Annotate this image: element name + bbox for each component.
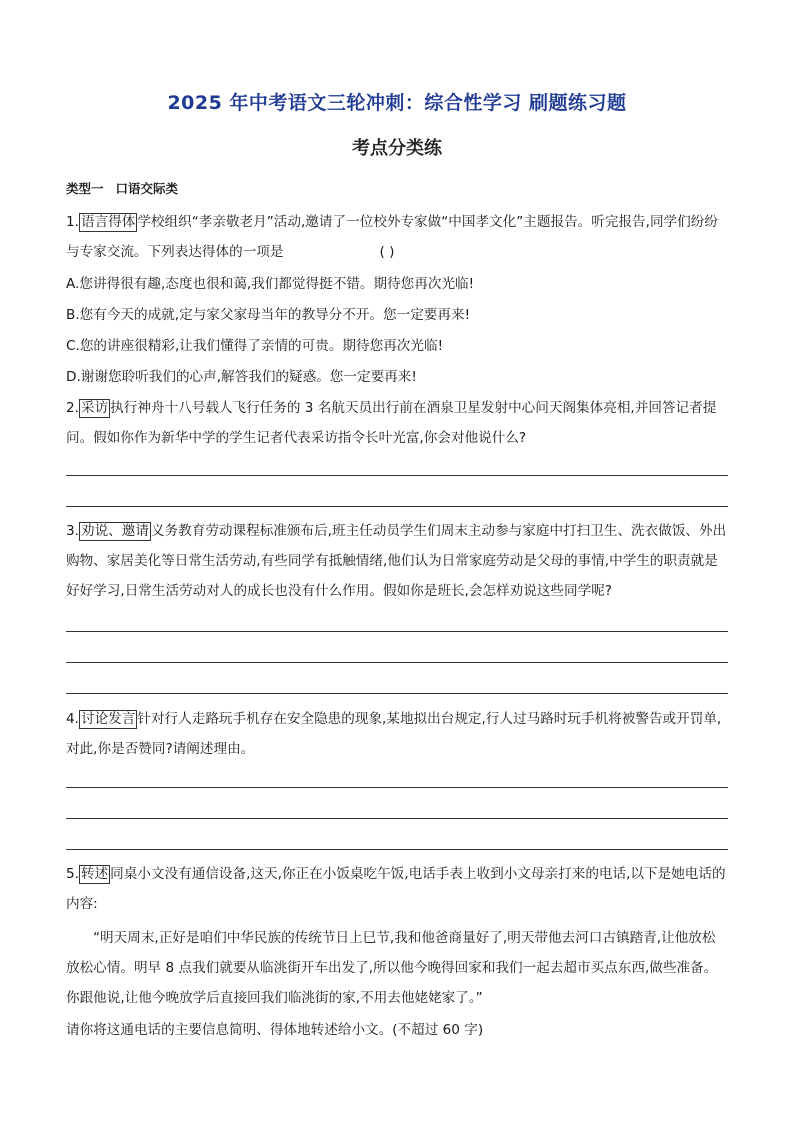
page-subtitle: 考点分类练 — [352, 138, 442, 159]
question-number: 2. — [66, 400, 79, 416]
answer-line — [66, 662, 728, 663]
question-2 — [66, 393, 729, 453]
phone-message-quote: “明天周末,正好是咱们中华民族的传统节日上巳节,我和他爸商量好了,明天带他去河口古镇踏青,让他放松放松心情。明早 8 点我们就要从临洮街开车出发了,所以他今晚得回家和我们一起去超市买点东西,做些准备。你跟他说,让他今晚放学后直接回我们临洮街的家,不用去他姥姥家了。” — [66, 930, 718, 1006]
question-5 — [66, 859, 729, 919]
question-tag: 转述 — [80, 866, 109, 882]
answer-line — [66, 849, 728, 850]
answer-line — [66, 818, 728, 819]
question-text: 针对行人走路玩手机存在安全隐患的现象,某地拟出台规定,行人过马路时玩手机将被警告或开罚单,对此,你是否赞同?请阐述理由。 — [66, 711, 722, 757]
question-tag: 采访 — [80, 400, 109, 416]
question-text: 执行神舟十八号载人飞行任务的 3 名航天员出行前在酒泉卫星发射中心问天阁集体亮相,并回答记者提问。假如你作为新华中学的学生记者代表采访指令长叶光富,你会对他说什么? — [66, 400, 717, 446]
question-tag: 语言得体 — [80, 214, 136, 230]
answer-line — [66, 475, 728, 476]
question-text: 义务教育劳动课程标准颁布后,班主任动员学生们周末主动参与家庭中打扫卫生、洗衣做饭、外出购物、家居美化等日常生活劳动,有些同学有抵触情绪,他们认为日常家庭劳动是父母的事情,中学生的职责就是好好学习,日常生活劳动对人的成长也没有什么作用。假如你是班长,会怎样劝说这些同学呢? — [66, 523, 727, 599]
option-b: B.您有今天的成就,定与家父家母当年的教导分不开。您一定要再来! — [66, 307, 471, 323]
question-number: 5. — [66, 866, 79, 882]
answer-line — [66, 693, 728, 694]
question-tag: 劝说、邀请 — [80, 523, 149, 539]
answer-parentheses: ( ) — [379, 244, 395, 260]
question-1 — [66, 207, 729, 267]
answer-line — [66, 631, 728, 632]
question-instruction: 请你将这通电话的主要信息简明、得体地转述给小文。(不超过 60 字) — [66, 1022, 484, 1038]
question-3 — [66, 516, 729, 606]
question-text: 学校组织“孝亲敬老月”活动,邀请了一位校外专家做“中国孝文化”主题报告。听完报告,同学们纷纷与专家交流。下列表达得体的一项是 — [66, 214, 718, 260]
section-name: 口语交际类 — [115, 181, 179, 196]
question-number: 4. — [66, 711, 79, 727]
answer-line — [66, 506, 728, 507]
option-d: D.谢谢您聆听我们的心声,解答我们的疑惑。您一定要再来! — [66, 369, 417, 385]
option-c: C.您的讲座很精彩,让我们懂得了亲情的可贵。期待您再次光临! — [66, 338, 444, 354]
question-number: 1. — [66, 214, 79, 230]
page-title: 2025 年中考语文三轮冲刺：综合性学习 刷题练习题 — [167, 92, 627, 114]
option-a: A.您讲得很有趣,态度也很和蔼,我们都觉得挺不错。期待您再次光临! — [66, 276, 475, 292]
question-text: 同桌小文没有通信设备,这天,你正在小饭桌吃午饭,电话手表上收到小文母亲打来的电话,以下是她电话的内容: — [66, 866, 726, 912]
section-heading — [66, 179, 178, 197]
question-4 — [66, 704, 729, 764]
question-number: 3. — [66, 523, 79, 539]
question-tag: 讨论发言 — [80, 711, 136, 727]
answer-line — [66, 787, 728, 788]
section-label: 类型一 — [66, 181, 104, 196]
